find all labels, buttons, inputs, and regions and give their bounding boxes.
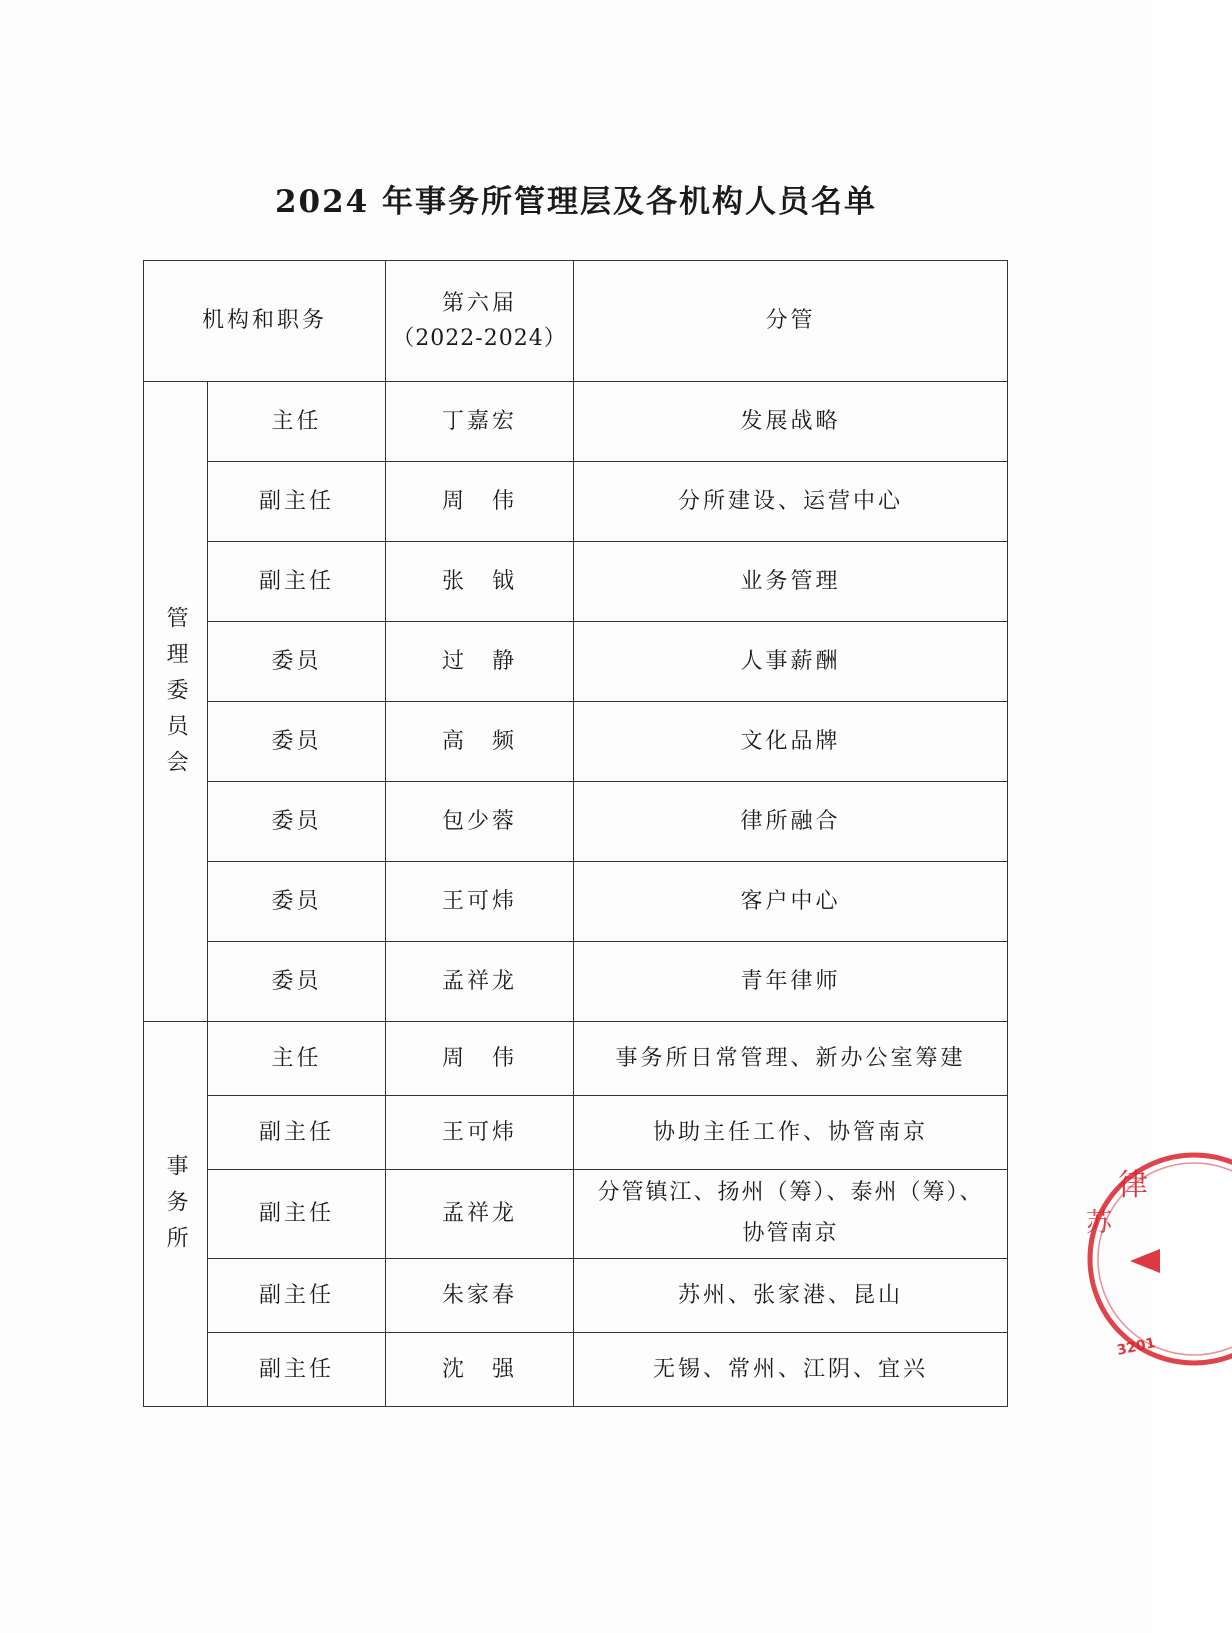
name-cell: 孟祥龙 <box>386 942 574 1022</box>
table-row <box>144 702 1008 782</box>
header-term-line1: 第六届 <box>442 290 518 316</box>
seal-code: 3201 <box>1115 1335 1157 1359</box>
name-cell: 沈 强 <box>386 1333 574 1407</box>
roster-table <box>143 260 1008 1407</box>
name-cell: 丁嘉宏 <box>386 382 574 462</box>
group-label-text: 事务所 <box>163 1154 189 1263</box>
name-cell: 王可炜 <box>386 1096 574 1170</box>
table-row <box>144 1333 1008 1407</box>
table-row <box>144 1170 1008 1259</box>
table-row <box>144 382 1008 462</box>
role-cell: 委员 <box>208 862 386 942</box>
table-row <box>144 462 1008 542</box>
group-label-firm <box>144 1022 208 1407</box>
role-cell: 副主任 <box>208 1096 386 1170</box>
duty-cell: 人事薪酬 <box>574 622 1008 702</box>
name-cell: 王可炜 <box>386 862 574 942</box>
document-title: 2024 年事务所管理层及各机构人员名单 <box>274 184 878 220</box>
role-cell: 副主任 <box>208 1333 386 1407</box>
role-cell: 委员 <box>208 942 386 1022</box>
duty-cell: 苏州、张家港、昆山 <box>574 1259 1008 1333</box>
header-duty: 分管 <box>574 261 1008 382</box>
role-cell: 副主任 <box>208 542 386 622</box>
table-row <box>144 622 1008 702</box>
name-cell: 张 钺 <box>386 542 574 622</box>
role-cell: 副主任 <box>208 1170 386 1259</box>
duty-cell: 业务管理 <box>574 542 1008 622</box>
duty-cell <box>574 1170 1008 1259</box>
duty-cell: 协助主任工作、协管南京 <box>574 1096 1008 1170</box>
role-cell: 主任 <box>208 382 386 462</box>
table-row <box>144 542 1008 622</box>
role-cell: 委员 <box>208 622 386 702</box>
duty-cell: 律所融合 <box>574 782 1008 862</box>
header-org-role: 机构和职务 <box>144 261 386 382</box>
seal-char: 苏 <box>1086 1208 1113 1238</box>
duty-cell: 分所建设、运营中心 <box>574 462 1008 542</box>
header-term-line2: （2022-2024） <box>392 326 567 351</box>
name-cell: 包少蓉 <box>386 782 574 862</box>
name-cell: 孟祥龙 <box>386 1170 574 1259</box>
header-term <box>386 261 574 382</box>
official-seal-stamp <box>1082 1145 1232 1373</box>
seal-char: 律 <box>1118 1168 1148 1203</box>
table-row <box>144 1096 1008 1170</box>
table-row <box>144 782 1008 862</box>
group-label-management-committee <box>144 382 208 1022</box>
group-label-text: 管理委员会 <box>163 605 189 786</box>
table-header-row <box>144 261 1008 382</box>
table-row <box>144 942 1008 1022</box>
table-row <box>144 862 1008 942</box>
role-cell: 委员 <box>208 702 386 782</box>
role-cell: 副主任 <box>208 1259 386 1333</box>
role-cell: 委员 <box>208 782 386 862</box>
name-cell: 朱家春 <box>386 1259 574 1333</box>
duty-cell: 文化品牌 <box>574 702 1008 782</box>
duty-cell: 客户中心 <box>574 862 1008 942</box>
duty-line: 分管镇江、扬州（筹）、泰州（筹）、 <box>597 1180 984 1206</box>
duty-cell: 青年律师 <box>574 942 1008 1022</box>
duty-cell: 事务所日常管理、新办公室筹建 <box>574 1022 1008 1096</box>
seal-star-icon <box>1130 1249 1160 1273</box>
duty-cell: 无锡、常州、江阴、宜兴 <box>574 1333 1008 1407</box>
name-cell: 周 伟 <box>386 462 574 542</box>
name-cell: 周 伟 <box>386 1022 574 1096</box>
table-row <box>144 1259 1008 1333</box>
role-cell: 副主任 <box>208 462 386 542</box>
name-cell: 高 频 <box>386 702 574 782</box>
table-row <box>144 1022 1008 1096</box>
name-cell: 过 静 <box>386 622 574 702</box>
duty-line: 协管南京 <box>742 1221 839 1246</box>
duty-cell: 发展战略 <box>574 382 1008 462</box>
role-cell: 主任 <box>208 1022 386 1096</box>
